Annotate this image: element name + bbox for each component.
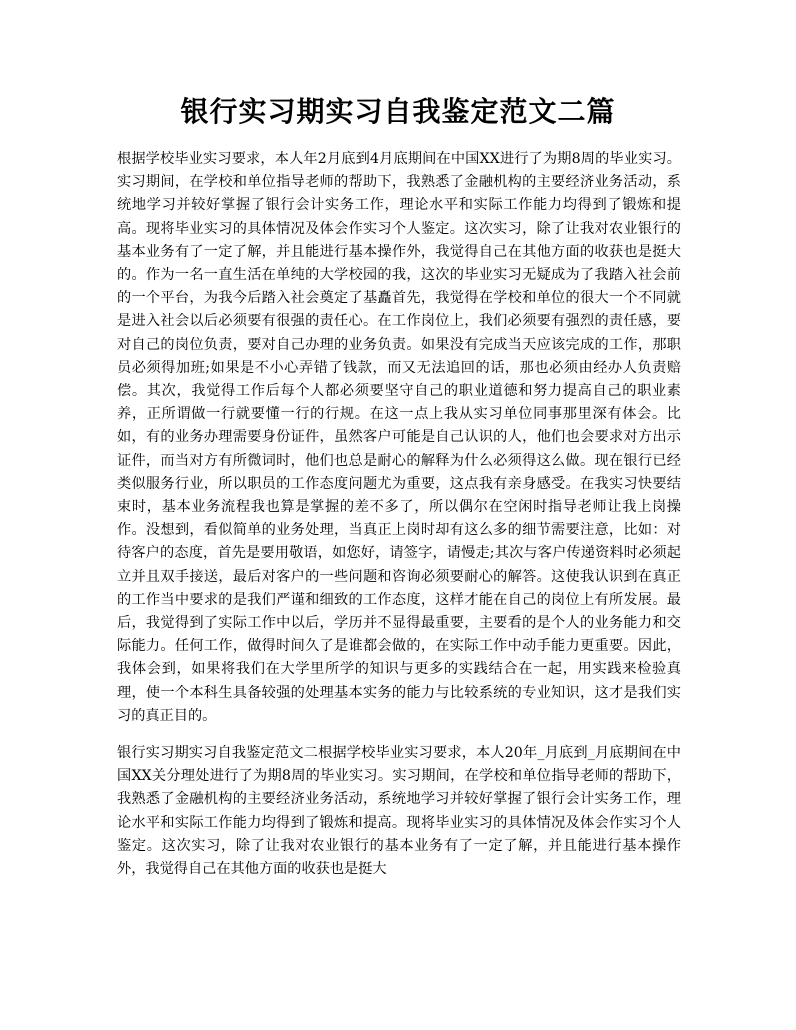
paragraph-2: 银行实习期实习自我鉴定范文二根据学校毕业实习要求，本人20年_月底到_月底期间在中国XX关分理处进行了为期8周的毕业实习。实习期间，在学校和单位指导老师的帮助下，我熟悉了金融机构的主要经济业务活动，系统地学习并较好掌握了银行会计实务工作，理论水平和实际工作能力均得到了锻炼和提高。现将毕业实习的具体情况及体会作实习个人鉴定。这次实习，除了让我对农业银行的基本业务有了一定了解，并且能进行基本操作外，我觉得自己在其他方面的收获也是挺大 [117,745,681,878]
paragraph-1: 根据学校毕业实习要求，本人年2月底到4月底期间在中国XX进行了为期8周的毕业实习。实习期间，在学校和单位指导老师的帮助下，我熟悉了金融机构的主要经济业务活动，系统地学习并较好掌握了银行会计实务工作，理论水平和实际工作能力均得到了锻炼和提高。现将毕业实习的具体情况及体会作实习个人鉴定。这次实习，除了让我对农业银行的基本业务有了一定了解，并且能进行基本操作外，我觉得自己在其他方面的收获也是挺大的。作为一名一直生活在单纯的大学校园的我，这次的毕业实习无疑成为了我踏入社会前的一个平台，为我今后踏入社会奠定了基矗首先，我觉得在学校和单位的很大一个不同就是进入社会以后必须要有很强的责任心。在工作岗位上，我们必须要有强烈的责任感，要对自己的岗位负责，要对自己办理的业务负责。如果没有完成当天应该完成的工作，那职员必须得加班;如果是不小心弄错了钱款，而又无法追回的话，那也必须由经办人负责赔偿。其次，我觉得工作后每个人都必须要坚守自己的职业道德和努力提高自己的职业素养，正所谓做一行就要懂一行的行规。在这一点上我从实习单位同事那里深有体会。比如，有的业务办理需要身份证件，虽然客户可能是自己认识的人，他们也会要求对方出示证件，而当对方有所微词时，他们也总是耐心的解释为什么必须得这么做。现在银行已经类似服务行业，所以职员的工作态度问题尤为重要，这点我有亲身感受。在我实习快要结束时，基本业务流程我也算是掌握的差不多了，所以偶尔在空闲时指导老师让我上岗操作。没想到，看似简单的业务处理，当真正上岗时却有这么多的细节需要注意，比如：对待客户的态度，首先是要用敬语，如您好，请签字，请慢走;其次与客户传递资料时必须起立并且双手接送，最后对客户的一些问题和咨询必须要耐心的解答。这使我认识到在真正的工作当中要求的是我们严谨和细致的工作态度，这样才能在自己的岗位上有所发展。最后，我觉得到了实际工作中以后，学历并不显得最重要，主要看的是个人的业务能力和交际能力。任何工作，做得时间久了是谁都会做的，在实际工作中动手能力更重要。因此，我体会到，如果将我们在大学里所学的知识与更多的实践结合在一起，用实践来检验真理，使一个本科生具备较强的处理基本实务的能力与比较系统的专业知识，这才是我们实习的真正目的。 [117,151,681,724]
document-body [117,148,681,895]
document-title: 银行实习期实习自我鉴定范文二篇 [180,95,616,128]
